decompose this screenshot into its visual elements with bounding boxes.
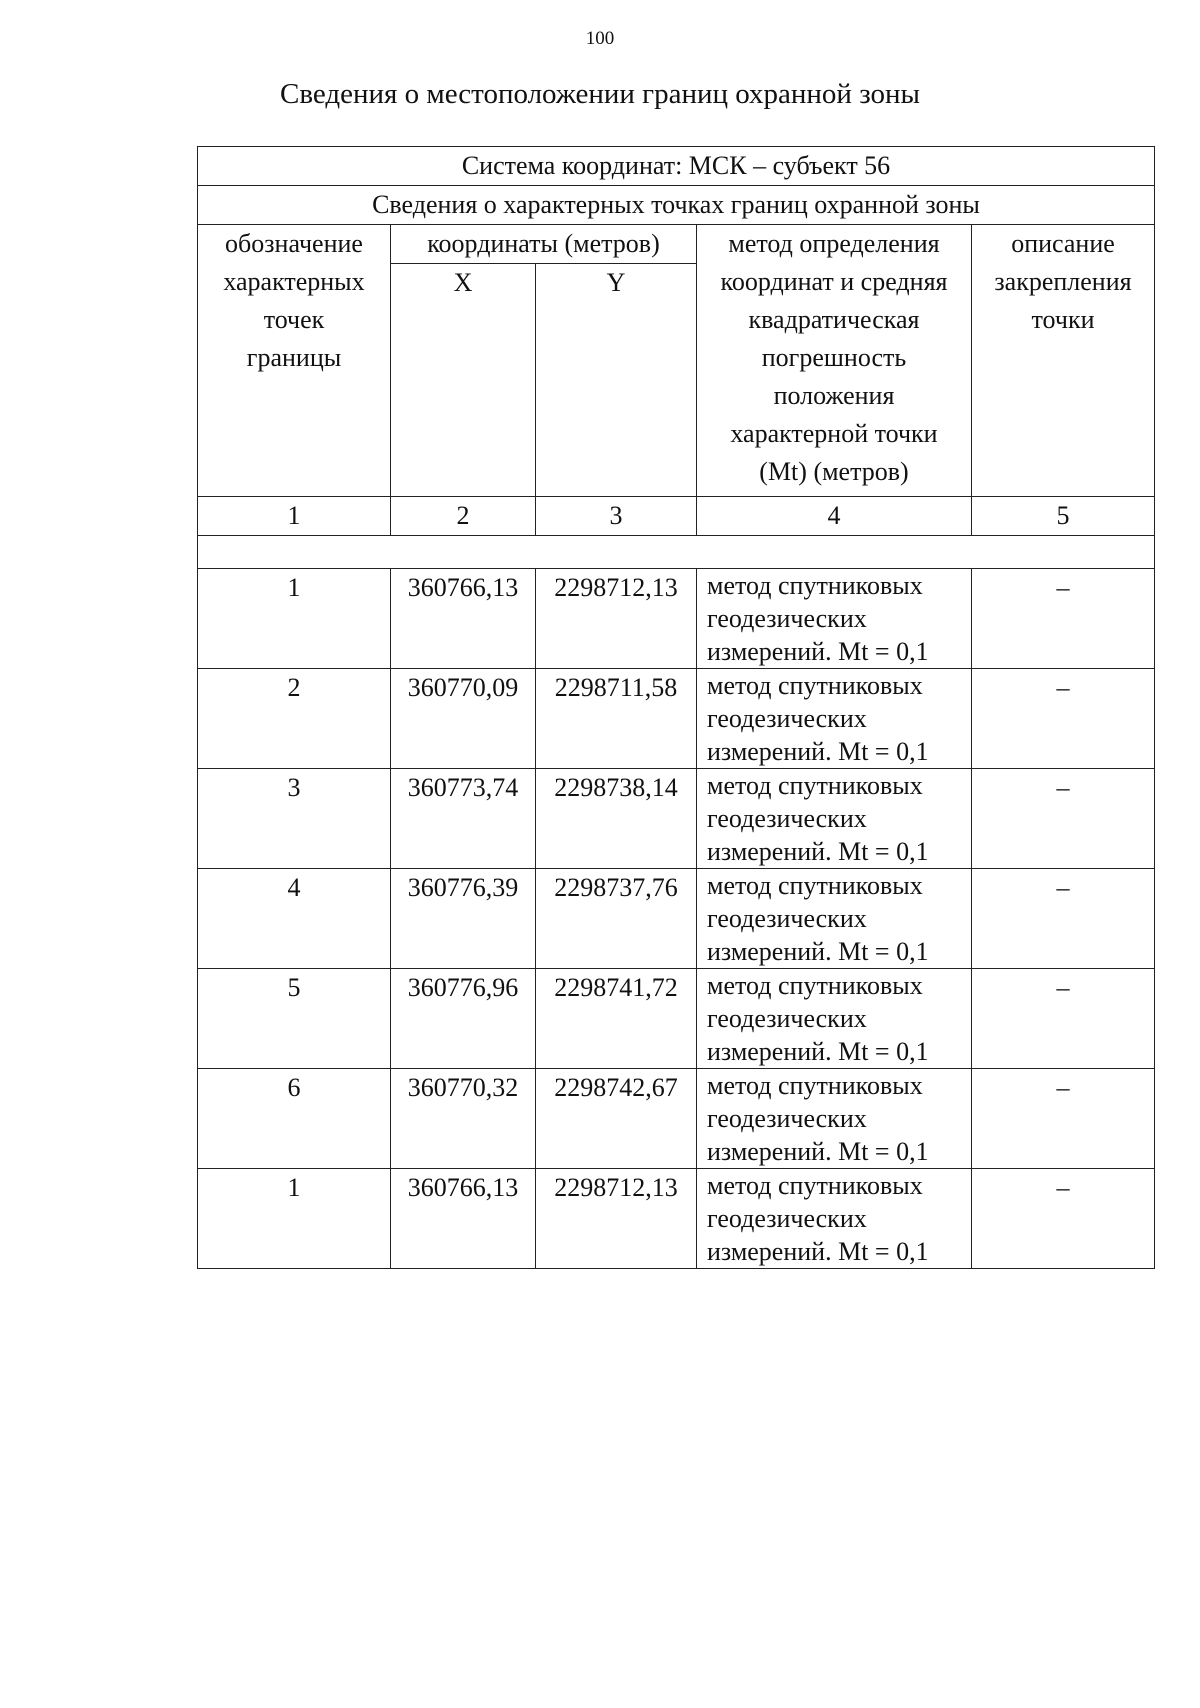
description-cell: –	[972, 1169, 1155, 1269]
header-line: (Mt) (метров)	[759, 457, 909, 486]
x-cell: 360770,09	[391, 669, 536, 769]
description-cell: –	[972, 1069, 1155, 1169]
method-line: измерений. Mt = 0,1	[707, 1037, 929, 1066]
method-line: метод спутниковых	[707, 671, 923, 700]
header-line: точек	[263, 305, 325, 334]
y-cell: 2298712,13	[536, 1169, 697, 1269]
empty-cell	[198, 536, 1155, 569]
header-line: характерной точки	[730, 419, 938, 448]
header-line: закрепления	[994, 267, 1132, 296]
coordinate-system-cell: Система координат: МСК – субъект 56	[198, 147, 1155, 186]
column-number: 2	[391, 497, 536, 536]
header-line: характерных	[223, 267, 365, 296]
description-cell: –	[972, 869, 1155, 969]
method-line: метод спутниковых	[707, 1171, 923, 1200]
table-row	[198, 1069, 1155, 1169]
point-cell: 6	[198, 1069, 391, 1169]
point-cell: 2	[198, 669, 391, 769]
method-cell	[697, 1069, 972, 1169]
header-line: координат и средняя	[720, 267, 948, 296]
x-cell: 360776,39	[391, 869, 536, 969]
method-line: метод спутниковых	[707, 1071, 923, 1100]
y-cell: 2298712,13	[536, 569, 697, 669]
method-cell	[697, 769, 972, 869]
column-number-row	[198, 497, 1155, 536]
method-cell	[697, 869, 972, 969]
header-method	[697, 225, 972, 497]
method-line: метод спутниковых	[707, 571, 923, 600]
header-line: квадратическая	[748, 305, 920, 334]
point-cell: 3	[198, 769, 391, 869]
method-line: геодезических	[707, 1104, 867, 1133]
header-description	[972, 225, 1155, 497]
method-line: измерений. Mt = 0,1	[707, 1137, 929, 1166]
x-cell: 360766,13	[391, 569, 536, 669]
table-row	[198, 1169, 1155, 1269]
page-number: 100	[585, 28, 615, 49]
method-cell	[697, 969, 972, 1069]
description-cell: –	[972, 769, 1155, 869]
column-number: 1	[198, 497, 391, 536]
method-line: измерений. Mt = 0,1	[707, 637, 929, 666]
method-cell	[697, 569, 972, 669]
column-number: 4	[697, 497, 972, 536]
method-line: геодезических	[707, 604, 867, 633]
header-coordinates: координаты (метров)	[391, 225, 697, 264]
method-line: геодезических	[707, 904, 867, 933]
header-line: границы	[246, 343, 342, 372]
method-line: измерений. Mt = 0,1	[707, 937, 929, 966]
header-line: обозначение	[225, 229, 363, 258]
method-line: метод спутниковых	[707, 871, 923, 900]
table-row	[198, 869, 1155, 969]
header-line: положения	[773, 381, 895, 410]
header-line: метод определения	[728, 229, 940, 258]
description-cell: –	[972, 969, 1155, 1069]
method-line: геодезических	[707, 704, 867, 733]
y-cell: 2298741,72	[536, 969, 697, 1069]
y-cell: 2298738,14	[536, 769, 697, 869]
method-line: измерений. Mt = 0,1	[707, 1237, 929, 1266]
method-cell	[697, 1169, 972, 1269]
method-line: метод спутниковых	[707, 971, 923, 1000]
section-title-cell: Сведения о характерных точках границ охранной зоны	[198, 186, 1155, 225]
header-line: погрешность	[761, 343, 907, 372]
point-cell: 1	[198, 1169, 391, 1269]
method-line: геодезических	[707, 804, 867, 833]
method-line: геодезических	[707, 1204, 867, 1233]
table-row	[198, 769, 1155, 869]
table-row	[198, 969, 1155, 1069]
x-cell: 360770,32	[391, 1069, 536, 1169]
header-point-designation	[198, 225, 391, 497]
method-cell	[697, 669, 972, 769]
y-cell: 2298742,67	[536, 1069, 697, 1169]
header-line: описание	[1011, 229, 1115, 258]
header-x: X	[391, 264, 536, 497]
method-line: измерений. Mt = 0,1	[707, 737, 929, 766]
boundary-points-table	[197, 146, 1155, 1269]
point-cell: 1	[198, 569, 391, 669]
y-cell: 2298737,76	[536, 869, 697, 969]
x-cell: 360766,13	[391, 1169, 536, 1269]
point-cell: 5	[198, 969, 391, 1069]
description-cell: –	[972, 569, 1155, 669]
header-y: Y	[536, 264, 697, 497]
point-cell: 4	[198, 869, 391, 969]
method-line: геодезических	[707, 1004, 867, 1033]
x-cell: 360773,74	[391, 769, 536, 869]
table-row	[198, 669, 1155, 769]
empty-row	[198, 536, 1155, 569]
column-number: 5	[972, 497, 1155, 536]
method-line: метод спутниковых	[707, 771, 923, 800]
document-title: Сведения о местоположении границ охранной зоны	[279, 78, 920, 110]
header-line: точки	[1031, 305, 1095, 334]
x-cell: 360776,96	[391, 969, 536, 1069]
method-line: измерений. Mt = 0,1	[707, 837, 929, 866]
description-cell: –	[972, 669, 1155, 769]
column-number: 3	[536, 497, 697, 536]
y-cell: 2298711,58	[536, 669, 697, 769]
table-row	[198, 569, 1155, 669]
